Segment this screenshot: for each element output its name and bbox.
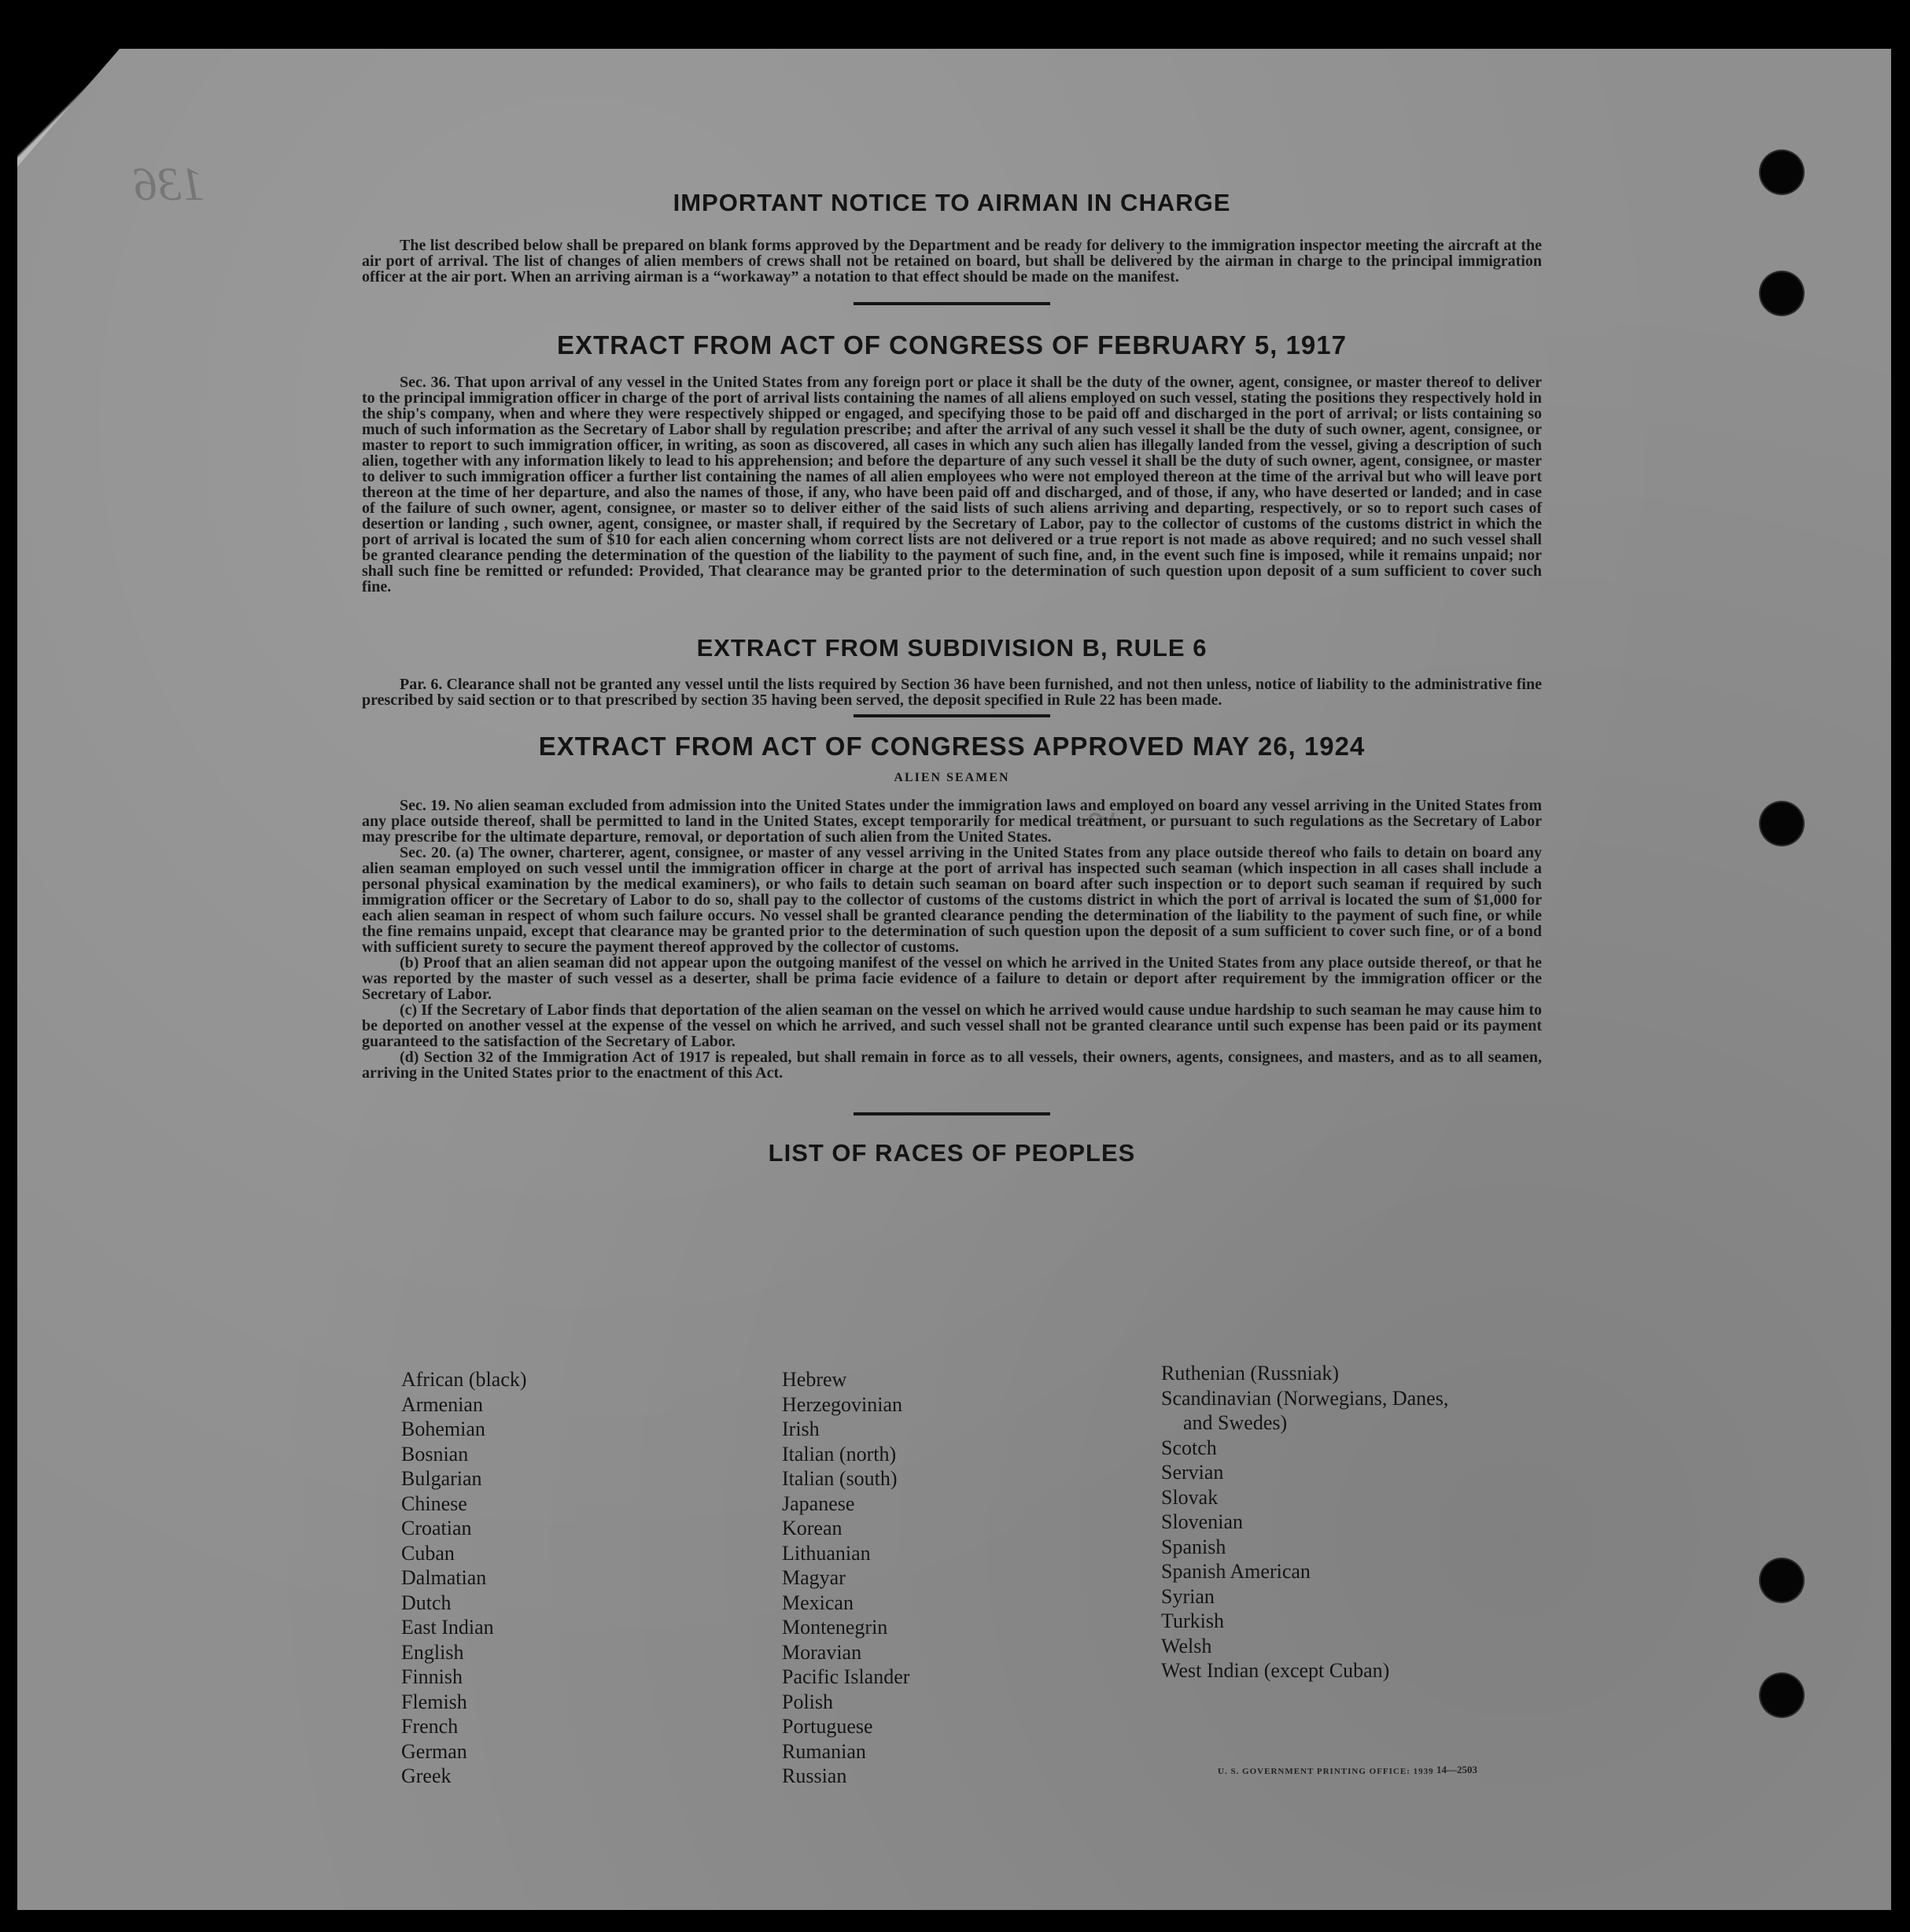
act-1924-section-20a: Sec. 20. (a) The owner, charterer, agent, consignee, or master of any vessel arriving in the United States from any place outside thereof who fails to detain on board any alien seaman employed on such vessel until the immigration officer in charge at the port of arrival has inspected such seaman (which inspection in all cases shall include a personal physical examination by the medical examiners), or who fails to detain such seaman on board after such inspection or to deport such seaman if required by such immigration officer or the Secretary of Labor to do so, shall pay to the collector of customs of the customs district in which the port of arrival is located the sum of $1,000 for each alien seaman in respect of whom such failure occurs. No vessel shall be granted clearance pending the determination of the liability to the payment of such fine, or while the fine remains unpaid, except that clearance may be granted prior to the determination of such question upon the deposit of a sum sufficient to cover such fine, or of a bond with sufficient surety to secure the payment thereof approved by the collector of customs.: [362, 844, 1542, 956]
printer-imprint: U. S. GOVERNMENT PRINTING OFFICE: 1939: [1218, 1767, 1434, 1776]
rule-6-title: EXTRACT FROM SUBDIVISION B, RULE 6: [696, 634, 1208, 662]
punch-hole: [1761, 802, 1803, 845]
race-item: Slovak: [1161, 1485, 1219, 1509]
race-item: Magyar: [782, 1566, 846, 1589]
race-item: Bulgarian: [401, 1467, 482, 1490]
race-item: Greek: [401, 1764, 452, 1787]
race-item: English: [401, 1640, 464, 1664]
race-item: Finnish: [401, 1665, 463, 1688]
race-item: Flemish: [401, 1690, 467, 1713]
race-item: Korean: [782, 1517, 843, 1539]
race-item: Japanese: [782, 1491, 855, 1515]
races-column-3: [1161, 1361, 1448, 1683]
races-column-1: [401, 1367, 527, 1789]
race-item: Slovenian: [1161, 1510, 1243, 1533]
act-1924-title: EXTRACT FROM ACT OF CONGRESS APPROVED MAY 26, 1924: [538, 732, 1366, 761]
race-item: Montenegrin: [782, 1616, 888, 1639]
race-item: Spanish: [1161, 1535, 1226, 1558]
rule-6-paragraph: Par. 6. Clearance shall not be granted any vessel until the lists required by Section 36 have been furnished, and not then unless, notice of liability to the administrative fine prescribed by said section or to that prescribed by section 35 having been served, the deposit specified in Rule 22 has been made.: [362, 676, 1542, 709]
race-item: East Indian: [401, 1616, 494, 1639]
race-item: Scotch: [1161, 1436, 1217, 1459]
punch-hole: [1761, 272, 1803, 315]
races-column-2: [782, 1367, 909, 1789]
race-item: Scandinavian (Norwegians, Danes,: [1161, 1386, 1449, 1410]
race-item: Armenian: [401, 1392, 483, 1416]
race-item: Turkish: [1161, 1609, 1224, 1632]
race-item: French: [401, 1715, 459, 1738]
punch-hole: [1761, 1559, 1803, 1602]
section-divider: [854, 714, 1050, 717]
race-item: Dalmatian: [401, 1566, 487, 1589]
race-item: Welsh: [1161, 1634, 1212, 1657]
notice-paragraph: The list described below shall be prepared on blank forms approved by the Department and be ready for delivery to the immigration inspector meeting the aircraft at the air port of arrival. The list of changes of alien members of crews shall not be retained on board, but shall be delivered by the airman in charge to the principal immigration officer at the air port. When an arriving airman is a “workaway” a notation to that effect should be made on the manifest.: [362, 237, 1542, 286]
race-item: Irish: [782, 1418, 820, 1440]
race-item: West Indian (except Cuban): [1161, 1659, 1390, 1682]
race-item: Moravian: [782, 1640, 862, 1664]
act-1917-title: EXTRACT FROM ACT OF CONGRESS OF FEBRUARY 5, 1917: [557, 330, 1347, 359]
race-item: Dutch: [401, 1591, 452, 1614]
bleed-through-mark: ~: [1086, 787, 1115, 848]
race-item: Ruthenian (Russniak): [1161, 1362, 1340, 1384]
act-1924-section-19: Sec. 19. No alien seaman excluded from admission into the United States under the immigration laws and employed on board any vessel arriving in the United States from any place outside thereof, shall be permitted to land in the United States, except temporarily for medical treatment, or pursuant to such regulations as the Secretary of Labor may prescribe for the ultimate departure, removal, or deportation of such alien from the United States.: [362, 797, 1542, 846]
race-item: Russian: [782, 1764, 847, 1787]
race-item: Bosnian: [401, 1442, 469, 1466]
punch-hole: [1761, 1674, 1803, 1716]
races-list: [401, 1362, 1550, 1792]
race-item: Polish: [782, 1690, 834, 1713]
race-item: Bohemian: [401, 1418, 485, 1440]
document-body: [362, 189, 1542, 1167]
races-title: LIST OF RACES OF PEOPLES: [768, 1139, 1136, 1167]
race-item: Syrian: [1161, 1584, 1215, 1608]
race-item: Lithuanian: [782, 1541, 871, 1565]
punch-hole: [1761, 151, 1803, 194]
act-1924-subtitle: ALIEN SEAMEN: [894, 771, 1010, 784]
race-item: Servian: [1161, 1461, 1224, 1484]
race-item: African (black): [401, 1368, 527, 1391]
section-divider: [854, 1112, 1050, 1115]
race-item: Hebrew: [782, 1368, 847, 1391]
bleed-through-mark: 136: [134, 158, 205, 210]
notice-title: IMPORTANT NOTICE TO AIRMAN IN CHARGE: [673, 189, 1231, 216]
act-1924-section-20b: (b) Proof that an alien seaman did not appear upon the outgoing manifest of the vessel on which he arrived in the United States from any place outside thereof, or that he was reported by the master of such vessel as a deserter, shall be prima facie evidence of a failure to detain or deport after requirement by the immigration officer or the Secretary of Labor.: [362, 954, 1542, 1003]
race-item: Herzegovinian: [782, 1392, 903, 1416]
race-item: Spanish American: [1161, 1560, 1311, 1583]
act-1917-section-36: Sec. 36. That upon arrival of any vessel in the United States from any foreign port or place it shall be the duty of the owner, agent, consignee, or master thereof to deliver to the principal immigration officer in charge of the port of arrival lists containing the names of all aliens employed on such vessel, stating the positions they respectively hold in the ship's company, when and where they were respectively shipped or engaged, and specifying those to be paid off and discharged in the port of arrival; or lists containing so much of such information as the Secretary of Labor shall by regulation prescribe; and after the arrival of any such vessel it shall be the duty of such owner, agent, consignee, or master to report to such immigration officer, in writing, as soon as discovered, all cases in which any such alien has illegally landed from the vessel, giving a description of such alien, together with any information likely to lead to his apprehension; and before the departure of any such vessel it shall be the duty of such owner, agent, consignee, or master to deliver to such immigration officer a further list containing the names of all alien employees who were not employed thereon at the time of the arrival but who will leave port thereon at the time of her departure, and also the names of those, if any, who have been paid off and discharged, and of those, if any, who have deserted or landed; and in case of the failure of such owner, agent, consignee, or master so to deliver either of the said lists of such aliens arriving and departing, respectively, or so to report such cases of desertion or landing , such owner, agent, consignee, or master shall, if required by the Secretary of Labor, pay to the collector of customs of the customs district in which the port of arrival is located the sum of $10 for each alien concerning whom correct lists are not delivered or a true report is not made as above required; and no such vessel shall be granted clearance pending the determination of the question of the liability to the payment of such fine, and, in the event such fine is imposed, while it remains unpaid; nor shall such fine be remitted or refunded: Provided, That clearance may be granted prior to the determination of such question upon deposit of a sum sufficient to cover such fine.: [362, 374, 1542, 595]
race-item: Chinese: [401, 1491, 467, 1515]
form-code: 14—2503: [1436, 1764, 1477, 1775]
race-item: Portuguese: [782, 1715, 873, 1738]
race-item: Italian (south): [782, 1467, 898, 1490]
race-item: Mexican: [782, 1591, 854, 1614]
race-item: Rumanian: [782, 1739, 866, 1763]
race-item: Croatian: [401, 1517, 472, 1539]
race-item: and Swedes): [1183, 1411, 1288, 1434]
act-1924-section-20d: (d) Section 32 of the Immigration Act of 1917 is repealed, but shall remain in force as to all vessels, their owners, agents, consignees, and masters, and as to all seamen, arriving in the United States prior to the enactment of this Act.: [362, 1049, 1542, 1082]
section-divider: [854, 302, 1050, 305]
act-1924-section-20c: (c) If the Secretary of Labor finds that deportation of the alien seaman on the vessel on which he arrived would cause undue hardship to such seaman he may cause him to be deported on another vessel at the expense of the vessel on which he arrived, and such vessel shall not be granted clearance until such expense has been paid or its payment guaranteed to the satisfaction of the Secretary of Labor.: [362, 1001, 1542, 1050]
race-item: German: [401, 1739, 467, 1763]
race-item: Italian (north): [782, 1442, 897, 1466]
race-item: Pacific Islander: [782, 1665, 910, 1688]
race-item: Cuban: [401, 1541, 455, 1565]
